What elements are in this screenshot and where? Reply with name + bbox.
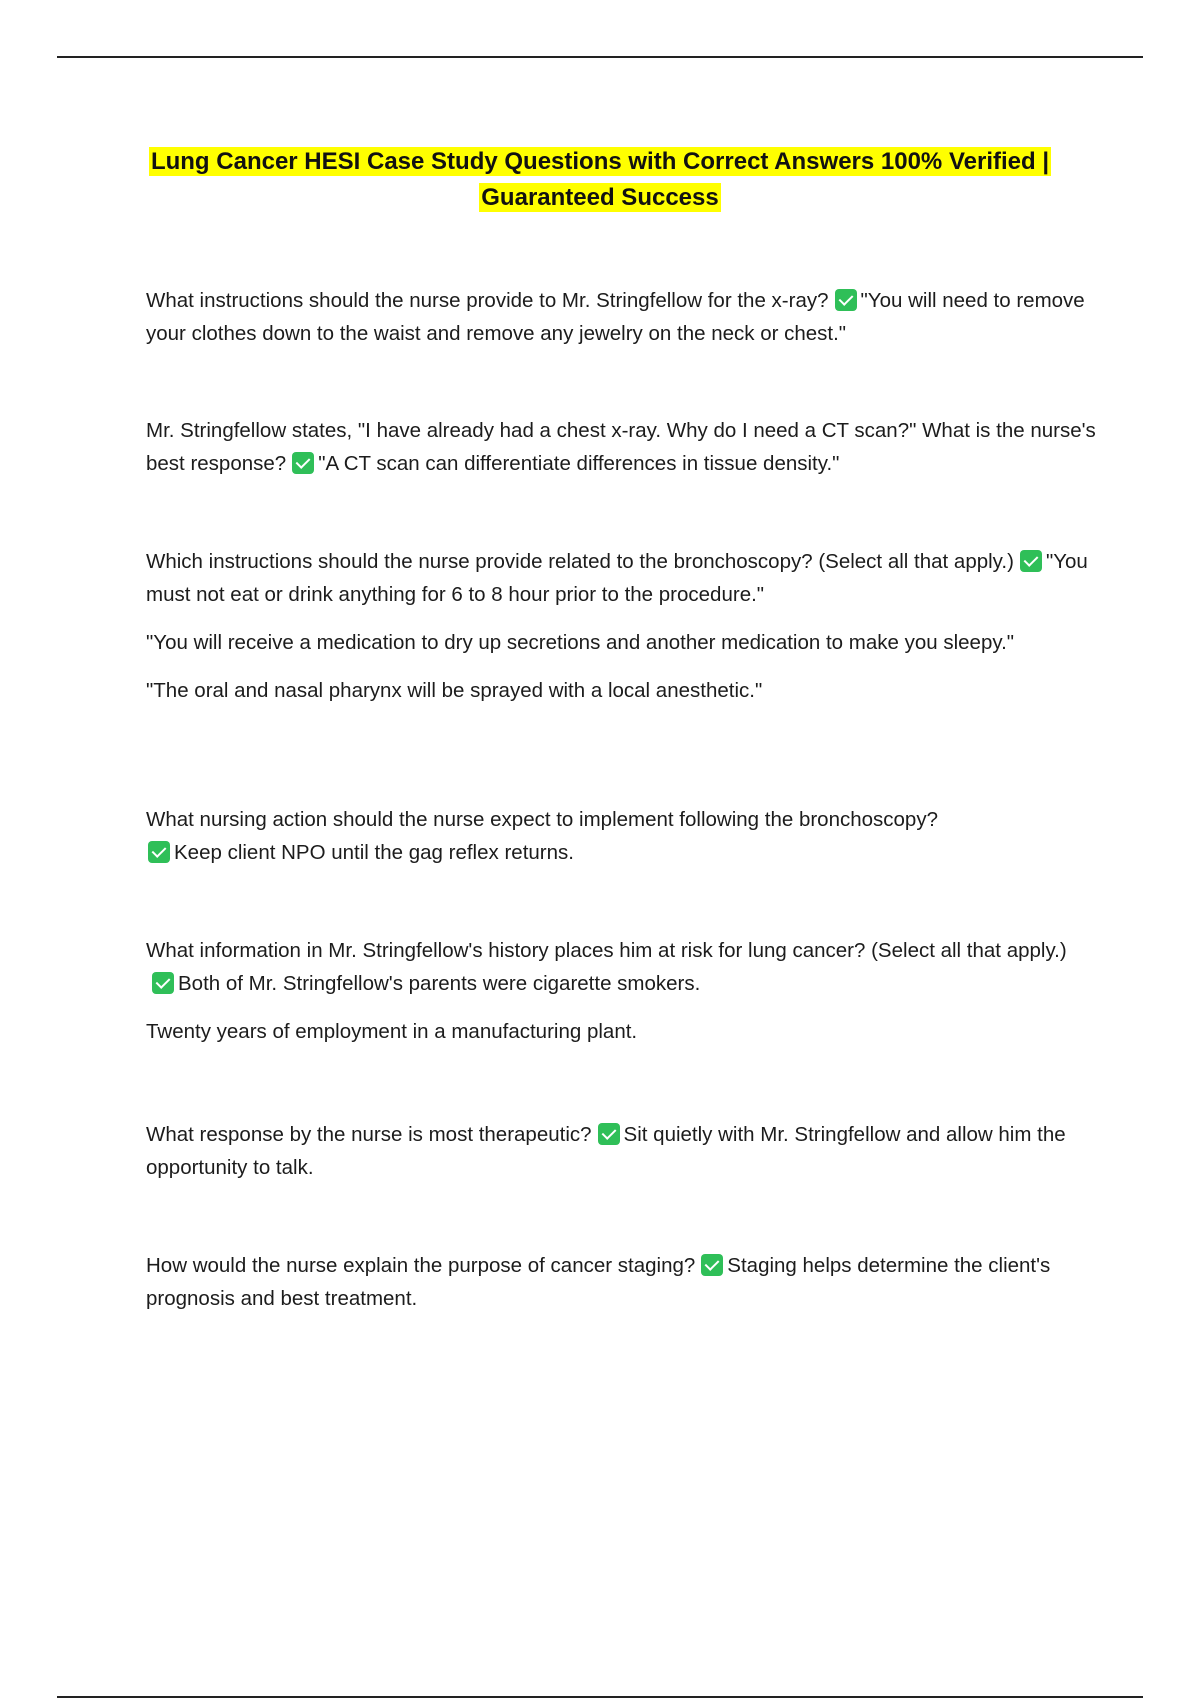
qa-item-1 bbox=[146, 284, 1096, 350]
qa-paragraph bbox=[146, 934, 1096, 1000]
question-text: Which instructions should the nurse provide related to the bronchoscopy? (Select all that apply.) bbox=[146, 550, 1014, 573]
answer-text: "You will need to remove your clothes down to the waist and remove any jewelry on the neck or chest." bbox=[146, 289, 1085, 345]
header-rule bbox=[57, 56, 1143, 58]
question-text: What instructions should the nurse provide to Mr. Stringfellow for the x-ray? bbox=[146, 289, 829, 312]
check-mark-icon bbox=[701, 1254, 723, 1276]
check-mark-icon bbox=[152, 972, 174, 994]
check-mark-icon bbox=[598, 1123, 620, 1145]
qa-paragraph bbox=[146, 1249, 1096, 1315]
question-text: What information in Mr. Stringfellow's history places him at risk for lung cancer? (Select all that apply.) bbox=[146, 939, 1067, 962]
footer-rule bbox=[57, 1696, 1143, 1698]
question-text: How would the nurse explain the purpose of cancer staging? bbox=[146, 1254, 696, 1277]
title-line-1: Lung Cancer HESI Case Study Questions with Correct Answers 100% Verified | bbox=[150, 148, 1050, 175]
qa-paragraph bbox=[146, 545, 1096, 611]
additional-answer: "You will receive a medication to dry up secretions and another medication to make you sleepy." bbox=[146, 631, 1015, 654]
question-text: What response by the nurse is most therapeutic? bbox=[146, 1123, 592, 1146]
check-mark-icon bbox=[292, 452, 314, 474]
qa-paragraph bbox=[146, 803, 1096, 869]
answer-text: Staging helps determine the client's prognosis and best treatment. bbox=[146, 1254, 1051, 1310]
document-title bbox=[140, 144, 1060, 216]
qa-paragraph bbox=[146, 1118, 1096, 1184]
question-text: Mr. Stringfellow states, "I have already had a chest x-ray. Why do I need a CT scan?" What is the nurse's best response? bbox=[146, 419, 1096, 475]
qa-paragraph bbox=[146, 284, 1096, 350]
additional-answer: Twenty years of employment in a manufacturing plant. bbox=[146, 1020, 638, 1043]
check-mark-icon bbox=[835, 289, 857, 311]
qa-item-3 bbox=[146, 545, 1096, 707]
check-mark-icon bbox=[1020, 550, 1042, 572]
qa-item-6 bbox=[146, 1118, 1096, 1184]
answer-text: "A CT scan can differentiate differences in tissue density." bbox=[318, 452, 840, 475]
question-text: What nursing action should the nurse expect to implement following the bronchoscopy? bbox=[146, 808, 938, 831]
answer-text: Keep client NPO until the gag reflex returns. bbox=[174, 841, 574, 864]
title-line-2: Guaranteed Success bbox=[481, 184, 719, 211]
additional-answer: "The oral and nasal pharynx will be sprayed with a local anesthetic." bbox=[146, 679, 763, 702]
qa-paragraph bbox=[146, 414, 1096, 480]
qa-item-7 bbox=[146, 1249, 1096, 1315]
answer-text: Sit quietly with Mr. Stringfellow and allow him the opportunity to talk. bbox=[146, 1123, 1066, 1179]
qa-item-5 bbox=[146, 934, 1096, 1048]
answer-text: Both of Mr. Stringfellow's parents were cigarette smokers. bbox=[178, 972, 701, 995]
answer-text: "You must not eat or drink anything for 6 to 8 hour prior to the procedure." bbox=[146, 550, 1088, 606]
qa-item-2 bbox=[146, 414, 1096, 480]
check-mark-icon bbox=[148, 841, 170, 863]
qa-item-4 bbox=[146, 803, 1096, 869]
